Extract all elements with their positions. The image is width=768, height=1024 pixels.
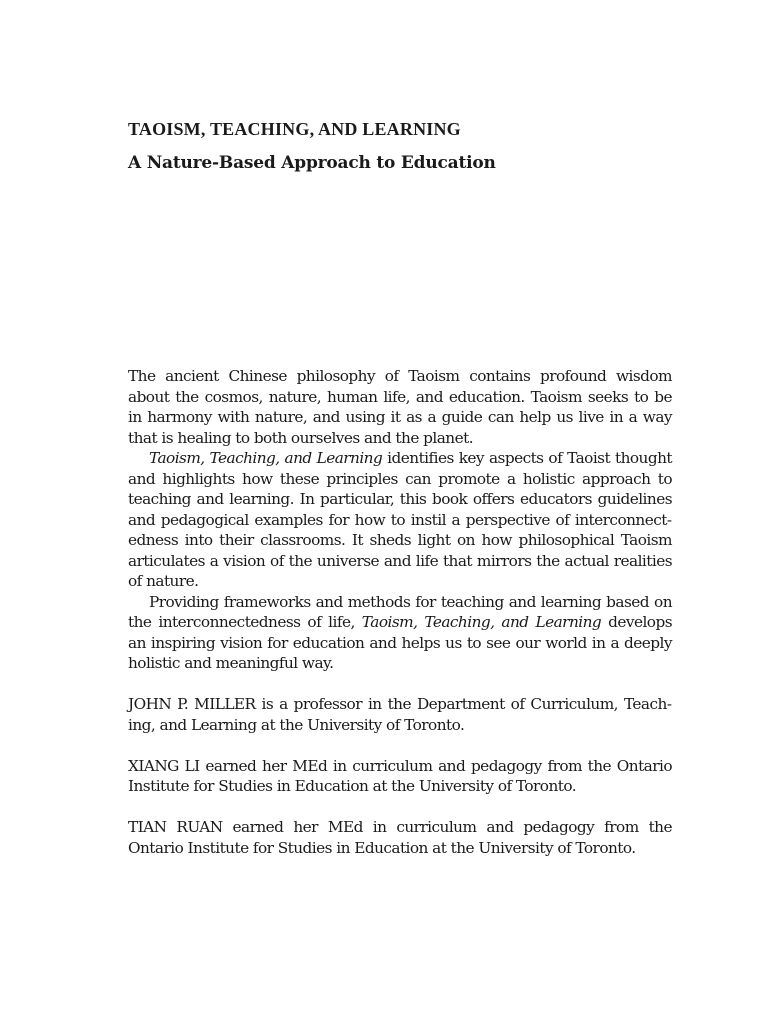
description-paragraph-3-text-after: develops an inspiring vision for education and helps us to see our world in a deeply holistic and meaningful way. bbox=[128, 613, 673, 672]
description-paragraph-2-text: identifies key aspects of Taoist thought and highlights how these principles can promote a holistic approach to teaching and learning. In particular, this book offers educators guidelines and pedagogical examples for how to instil a perspective of interconnectedness into their classrooms. It sheds light on how philosophical Taoism articulates a vision of the universe and life that mirrors the actual realities of nature. bbox=[128, 449, 673, 590]
book-description bbox=[128, 366, 672, 858]
description-paragraph-3-text-before: Providing frameworks and methods for teaching and learning based on the interconnectedness of life, bbox=[128, 592, 672, 631]
book-title-italic: Taoism, Teaching, and Learning bbox=[149, 449, 383, 467]
book-subtitle: A Nature-Based Approach to Education bbox=[128, 153, 496, 173]
author-bio-xiang-li: XIANG LI earned her MEd in curriculum and pedagogy from the Ontario Institute for Studies in Education at the University of Toronto. bbox=[128, 756, 672, 795]
description-paragraph-2 bbox=[128, 448, 672, 592]
author-bio-tian-ruan: TIAN RUAN earned her MEd in curriculum and pedagogy from the Ontario Institute for Studies in Education at the University of Toronto. bbox=[128, 818, 672, 857]
book-title: TAOISM, TEACHING, AND LEARNING bbox=[128, 119, 461, 139]
book-title-italic: Taoism, Teaching, and Learning bbox=[361, 613, 602, 631]
description-paragraph-1: The ancient Chinese philosophy of Taoism contains profound wisdom about the cosmos, nature, human life, and education. Taoism seeks to be in harmony with nature, and using it as a guide can help us live in a way that is healing to both ourselves and the planet. bbox=[128, 367, 672, 447]
author-bio-john-miller: JOHN P. MILLER is a professor in the Department of Curriculum, Teaching, and Learning at the University of Toronto. bbox=[128, 695, 672, 734]
description-paragraph-3 bbox=[128, 592, 672, 674]
